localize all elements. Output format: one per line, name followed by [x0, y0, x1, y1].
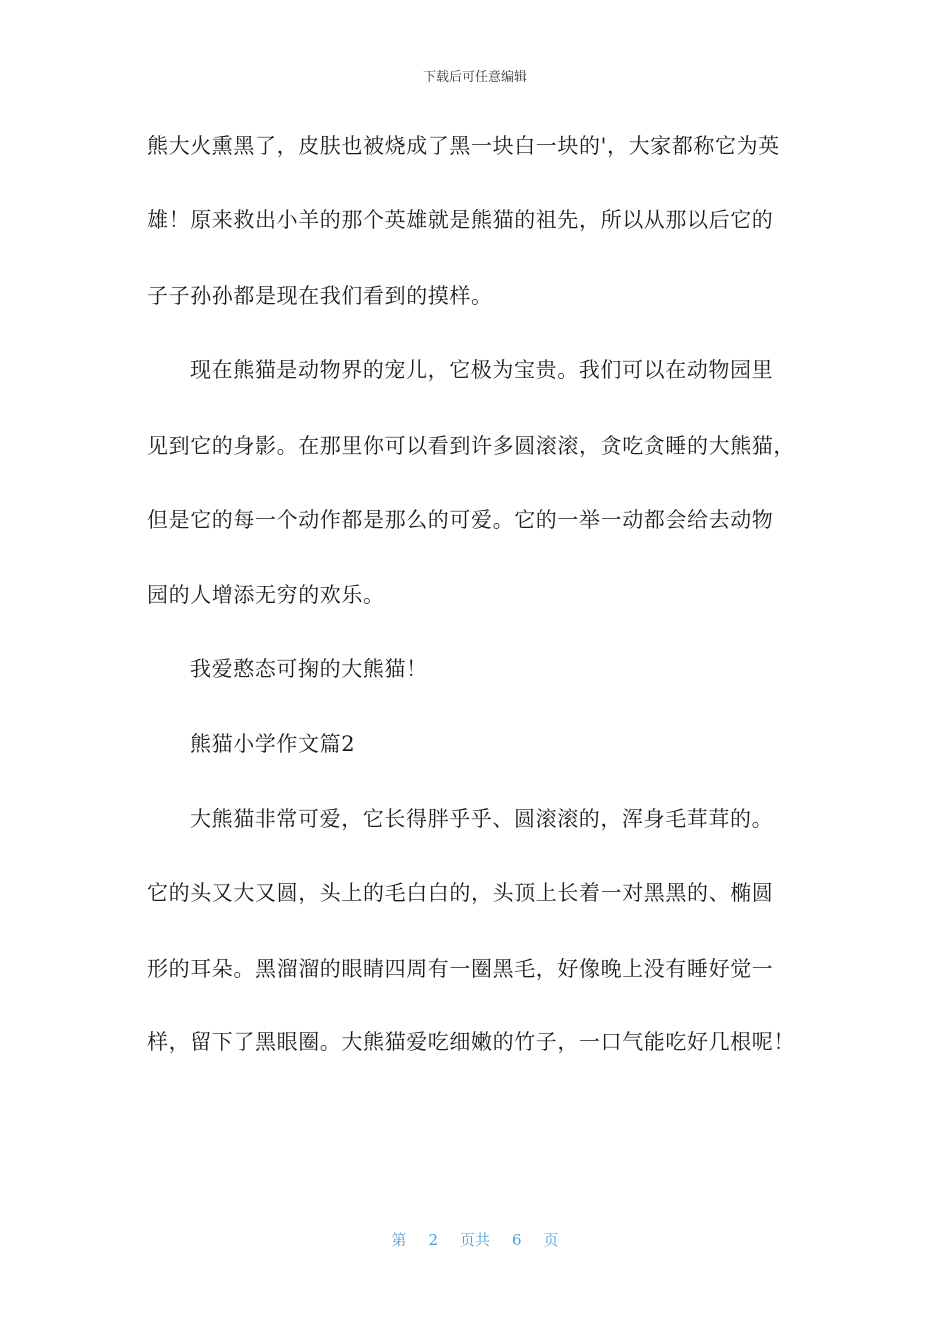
body-line-3: 子子孙孙都是现在我们看到的摸样。	[147, 284, 493, 308]
body-line-10: 大熊猫非常可爱，它长得胖乎乎、圆滚滚的，浑身毛茸茸的。	[190, 807, 774, 831]
page-footer	[0, 1229, 950, 1250]
section-heading: 熊猫小学作文篇2	[190, 732, 356, 756]
body-line-4: 现在熊猫是动物界的宠儿，它极为宝贵。我们可以在动物园里	[190, 358, 774, 382]
body-line-7: 园的人增添无穷的欢乐。	[147, 583, 385, 607]
body-line-11: 它的头又大又圆，头上的毛白白的，头顶上长着一对黑黑的、椭圆	[147, 881, 774, 905]
page-header: 下载后可任意编辑	[422, 70, 527, 85]
footer-prefix: 第	[391, 1231, 407, 1249]
body-line-1: 熊大火熏黑了，皮肤也被烧成了黑一块白一块的'，大家都称它为英	[147, 134, 780, 158]
footer-mid: 页共	[459, 1231, 490, 1249]
footer-page-total: 6	[512, 1231, 522, 1249]
body-line-5: 见到它的身影。在那里你可以看到许多圆滚滚，贪吃贪睡的大熊猫，	[147, 434, 795, 458]
body-line-2: 雄！原来救出小羊的那个英雄就是熊猫的祖先，所以从那以后它的	[147, 208, 774, 232]
body-line-12: 形的耳朵。黑溜溜的眼睛四周有一圈黑毛，好像晚上没有睡好觉一	[147, 957, 774, 981]
body-line-8: 我爱憨态可掬的大熊猫！	[190, 657, 428, 681]
body-line-13: 样，留下了黑眼圈。大熊猫爱吃细嫩的竹子，一口气能吃好几根呢！	[147, 1030, 795, 1054]
footer-suffix: 页	[543, 1231, 559, 1249]
footer-page-number: 2	[428, 1231, 438, 1249]
body-line-6: 但是它的每一个动作都是那么的可爱。它的一举一动都会给去动物	[147, 508, 774, 532]
